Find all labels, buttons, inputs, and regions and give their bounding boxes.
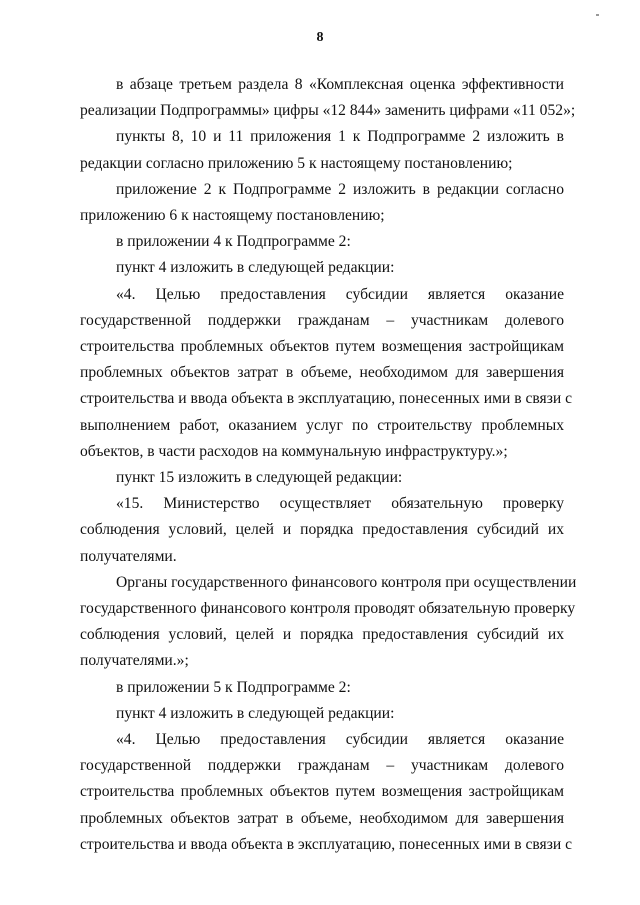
paragraph-line: проблемных объектов затрат в объеме, необходимом для завершения (80, 364, 564, 382)
paragraph-line: строительства и ввода объекта в эксплуатацию, понесенных ими в связи с (80, 390, 573, 408)
paragraph-item-15-text (80, 491, 564, 570)
paragraph-line: объектов, в части расходов на коммунальную инфраструктуру.»; (80, 442, 508, 460)
paragraph-line: получателями.»; (80, 652, 189, 670)
paragraph-line: в приложении 4 к Подпрограмме 2: (116, 233, 351, 251)
scan-mark (596, 14, 599, 16)
paragraph-line: в абзаце третьем раздела 8 «Комплексная оценка эффективности (116, 76, 564, 93)
paragraph-appendix-5-item-4-text (80, 727, 573, 858)
paragraph-line: получателями. (80, 547, 177, 565)
paragraph-line: приложению 6 к настоящему постановлению; (80, 207, 385, 225)
paragraph-appendix-5-item-4-intro (80, 701, 564, 727)
paragraph-in-appendix-4 (80, 229, 564, 255)
paragraph-line: Органы государственного финансового контроля при осуществлении (116, 573, 577, 591)
paragraph-line: строительства проблемных объектов путем возмещения застройщикам (80, 338, 564, 356)
paragraph-line: государственной поддержки гражданам – участникам долевого (80, 311, 564, 329)
paragraph-appendix-1-items (80, 124, 564, 176)
paragraph-appendix-2 (80, 177, 564, 229)
paragraph-line: в приложении 5 к Подпрограмме 2: (116, 678, 351, 696)
paragraph-line: строительства проблемных объектов путем возмещения застройщикам (80, 783, 564, 801)
paragraph-line: приложение 2 к Подпрограмме 2 изложить в редакции согласно (116, 180, 564, 198)
paragraph-section-8-efficiency (80, 72, 576, 124)
paragraph-line: соблюдения условий, целей и порядка предоставления субсидий их (80, 626, 564, 644)
paragraph-line: пункт 4 изложить в следующей редакции: (116, 704, 395, 722)
page-number: 8 (316, 30, 324, 45)
paragraph-line: реализации Подпрограммы» цифры «12 844» заменить цифрами «11 052»; (80, 102, 576, 120)
paragraph-financial-control (80, 570, 577, 675)
document-body (80, 72, 577, 858)
paragraph-line: выполнением работ, оказанием услуг по строительству проблемных (80, 416, 564, 434)
paragraph-line: пункты 8, 10 и 11 приложения 1 к Подпрограмме 2 изложить в (116, 128, 564, 146)
paragraph-line: «15. Министерство осуществляет обязательную проверку (116, 495, 564, 513)
paragraph-line: «4. Целью предоставления субсидии является оказание (116, 731, 564, 749)
paragraph-in-appendix-5 (80, 675, 564, 701)
paragraph-line: проблемных объектов затрат в объеме, необходимом для завершения (80, 809, 564, 827)
paragraph-line: пункт 15 изложить в следующей редакции: (116, 469, 403, 487)
paragraph-line: пункт 4 изложить в следующей редакции: (116, 259, 395, 277)
paragraph-line: соблюдения условий, целей и порядка предоставления субсидий их (80, 521, 564, 539)
paragraph-item-4-text (80, 282, 573, 465)
paragraph-line: редакции согласно приложению 5 к настоящему постановлению; (80, 154, 513, 172)
paragraph-item-15-intro (80, 465, 564, 491)
paragraph-item-4-intro (80, 255, 564, 281)
paragraph-line: государственного финансового контроля проводят обязательную проверку (80, 600, 576, 618)
paragraph-line: «4. Целью предоставления субсидии является оказание (116, 285, 564, 303)
paragraph-line: строительства и ввода объекта в эксплуатацию, понесенных ими в связи с (80, 835, 573, 853)
paragraph-line: государственной поддержки гражданам – участникам долевого (80, 757, 564, 775)
